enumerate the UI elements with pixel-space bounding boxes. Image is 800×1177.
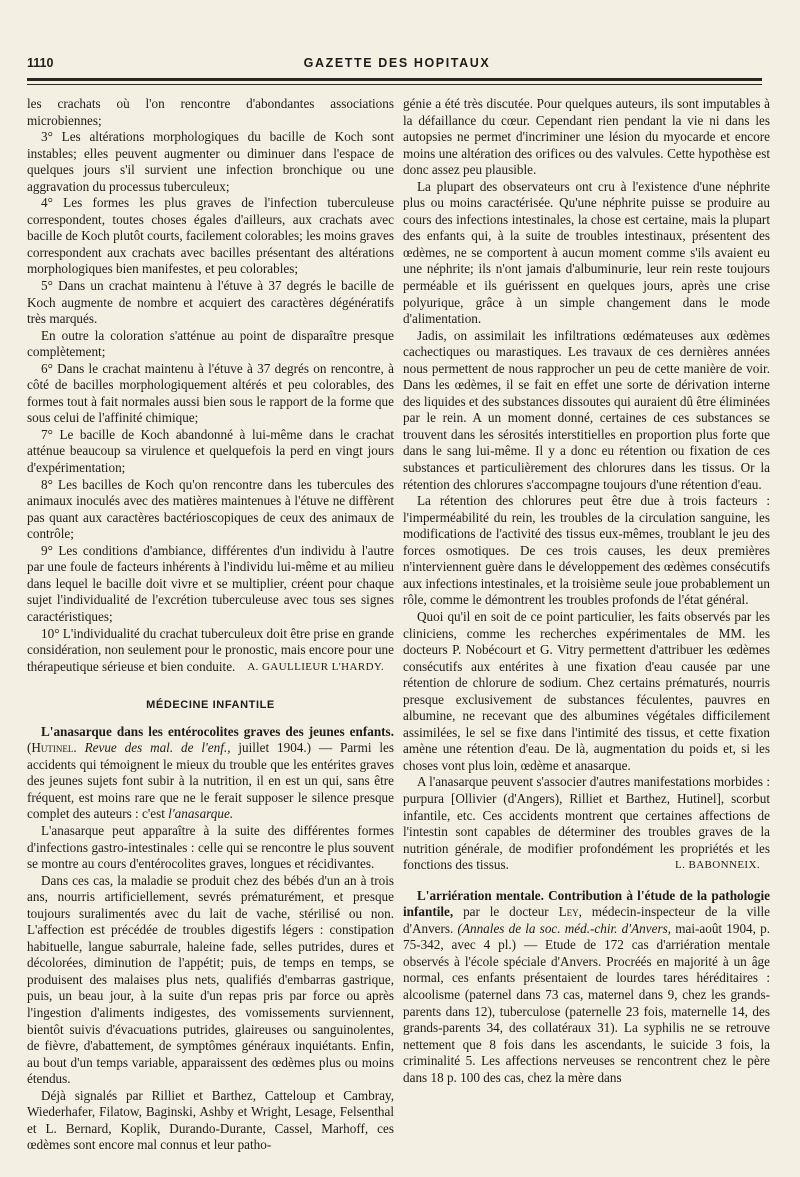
- article-paragraph: [27, 724, 394, 823]
- paragraph: L'anasarque peut apparaître à la suite des différentes formes d'infections gastro-intestinales : celle qui se rencontre le plus souvent se montre au cours d'entérocolites graves, longues et récidivantes.: [27, 823, 394, 872]
- paragraph: 3° Les altérations morphologiques du bacille de Koch sont instables; elles peuvent augmenter ou diminuer dans l'espace de quelques jours s'il survient une infection bronchique ou une aggravation du processus tuberculeux;: [27, 129, 394, 194]
- article-intro-cont: , médecin-inspecteur de la ville d'Anvers.: [403, 904, 770, 936]
- article-author: Ley: [558, 904, 579, 920]
- article-ref-date: mai-août 1904, p. 75-342, avec 4 pl.): [403, 920, 770, 953]
- header-rule-thick: [27, 78, 762, 81]
- paragraph: La rétention des chlorures peut être due à trois facteurs : l'imperméabilité du rein, les troubles de la circulation sanguine, les modifications de l'activité des tissus eux-mêmes, troublant le jeu des forces osmotiques. De ces trois causes, les deux premières n'interviennent guère dans le développement des œdèmes consécutifs aux infections intestinales, et la troisième seule joue probablement un rôle, comme le démontrent les troubles profonds de l'état général.: [403, 493, 770, 608]
- page-header: [27, 56, 767, 76]
- paragraph: Jadis, on assimilait les infiltrations œdémateuses aux œdèmes cachectiques ou marastiques. Les travaux de ces dernières années nous permettent de nous rapprocher un peu de cette manière de voir. Dans les œdèmes, il se fait en effet une sorte de dérivation interne des liquides et des substances dissoutes qui auraient dû être éliminées par le rein. A un moment donné, certaines de ces substances se trouvent dans les sérosités interstitielles en proportion plus forte que dans le sang lui-même. Il y a donc eu rétention ou fixation de ces substances et particulièrement des chlorures dans les tissus. Or la rétention des chlorures s'accompagne toujours d'une rétention d'eau.: [403, 327, 770, 492]
- paragraph: les crachats où l'on rencontre d'abondantes associations microbiennes;: [27, 96, 394, 128]
- article-text: — Parmi les accidents qui témoignent le mieux du trouble que les entérites graves des jeunes sujets font subir à la nutrition, il en est un qui, sans être fréquent, est moins rare que ne le ferait supposer le silence presque complet des auteurs : c'est: [27, 740, 394, 822]
- section-heading: MÉDECINE INFANTILE: [146, 699, 275, 712]
- article-ref-journal: Revue des mal. de l'enf.,: [84, 740, 231, 756]
- paragraph: 7° Le bacille de Koch abandonné à lui-même dans le crachat atténue beaucoup sa virulence et quelquefois la perd en vingt jours d'expérimentation;: [27, 426, 394, 476]
- article-ref-journal: (Annales de la soc. méd.-chir. d'Anvers,: [457, 920, 672, 936]
- paragraph: 9° Les conditions d'ambiance, différentes d'un individu à l'autre par une foule de facteurs inhérents à l'individu lui-même et au milieu dans lequel le bacille doit vivre et se multiplier, créent pour chaque sujet l'individualité de l'excrétion tuberculeuse avec tous ses signes caractéristiques;: [27, 542, 394, 624]
- paragraph: Dans ces cas, la maladie se produit chez des bébés d'un an à trois ans, nourris artificiellement, sevrés prématurément, et presque toujours suralimentés avec du lait de vache, stérilisé ou non. L'affection est précédée de troubles digestifs légers : constipation habituelle, langue saburrale, haleine fade, selles putrides, dures et décolorées, diminution de l'appétit; puis, de temps en temps, se produisent des malaises plus nets, qualifiés d'embarras gastrique, puis, un beau jour, à la suite d'un repas pris par force ou après l'ingestion d'aliments indigestes, des vomissements surviennent, bientôt suivis d'évacuations putrides, glaireuses ou sanguinolentes, de fièvre, d'abattement, de symptômes généraux inquiétants. Enfin, au bout d'un temps variable, apparaissent des œdèmes plus ou moins étendus.: [27, 872, 394, 1087]
- left-column: [27, 96, 394, 1156]
- paragraph: 5° Dans un crachat maintenu à l'étuve à 37 degrés le bacille de Koch augmente de nombre et acquiert des caractères dégénératifs très marqués.: [27, 278, 394, 327]
- article-text: — Etude de 172 cas d'arriération mentale observés à l'école spéciale d'Anvers. Procréés en majorité à un âge normal, ces enfants présentaient de lourdes tares héréditaires : alcoolisme (paternel dans 73 cas, maternel dans 9, chez les grands-parents dans 12), tuberculose (paternelle 23 fois, maternelle 14, des grands-parents 34, des collatéraux 31). La syphilis ne se retrouve nettement que 8 fois dans les ascendants, le suicide 3 fois, la criminalité 5. Les affections nerveuses se rencontrent chez le père dans 18 p. 100 des cas, chez la mère dans: [403, 937, 770, 1085]
- paragraph: Quoi qu'il en soit de ce point particulier, les faits observés par les cliniciens, comme les recherches expérimentales de MM. les docteurs P. Nobécourt et G. Vitry permettent d'attribuer les œdèmes consécutifs aux entérites à une fixation d'eau causée par une rétention de chlorure de sodium. Chez certains prématurés, nourris presque exclusivement de substances féculentes, pauvres en albumine, ne recevant que des albumines végétales difficilement assimilées, le sel se fixe dans l'intimité des tissus, et cette fixation amène une rétention d'eau. De là, augmentation du poids et, si les choses vont plus loin, œdème et anasarque.: [403, 608, 770, 773]
- paragraph: La plupart des observateurs ont cru à l'existence d'une néphrite plus ou moins caractérisée. Qu'une néphrite puisse se produire au cours des infections intestinales, la chose est certaine, mais la plupart des enfants qui, à la suite de troubles intestinaux, présentent des œdèmes, ne se comportent à aucun moment comme s'ils avaient eu une néphrite; ils n'ont jamais d'albuminurie, leur rein reste toujours perméable et ils guérissent en quelques jours, après une crise polyurique, grâce à un simple changement dans le mode d'alimentation.: [403, 178, 770, 327]
- article-title: L'arriération mentale. Contribution à l'étude de la pathologie infantile,: [403, 887, 770, 920]
- author-signature: L. BABONNEIX.: [675, 859, 760, 872]
- header-rule-thin: [27, 84, 762, 85]
- article-term: l'anasarque.: [168, 806, 234, 822]
- article-ref-date: juillet 1904.): [238, 740, 312, 756]
- paragraph: 6° Dans le crachat maintenu à l'étuve à 37 degrés on rencontre, à côté de bacilles morphologiquement altérés et peu colorables, des formes tout à fait normales aussi bien sous le rapport de la forme que sous celui de l'affinité chimique;: [27, 360, 394, 426]
- article-ref-author: (Hutinel.: [27, 740, 77, 756]
- paragraph: En outre la coloration s'atténue au point de disparaître presque complètement;: [27, 327, 394, 360]
- journal-title: GAZETTE DES HOPITAUX: [303, 56, 491, 70]
- paragraph: A l'anasarque peuvent s'associer d'autres manifestations morbides : purpura [Ollivier (d'Angers), Rilliet et Barthez, Hutinel], scorbut infantile, etc. Ces accidents montrent que certaines affections de l'intestin sont capables de déterminer des troubles graves de la nutrition générale, de modifier profondément les propriétés et les fonctions des tissus.: [403, 774, 770, 873]
- paragraph: génie a été très discutée. Pour quelques auteurs, ils sont imputables à la défaillance du cœur. Cependant rien pendant la vie ni dans les autopsies ne permet d'incriminer une lésion du myocarde et encore moins une altération des orifices ou des valvules. Cette hypothèse est donc assez peu plausible.: [403, 96, 770, 178]
- article-intro: par le docteur: [463, 904, 549, 920]
- paragraph: 10° L'individualité du crachat tuberculeux doit être prise en grande considération, non seulement pour le pronostic, mais encore pour une thérapeutique sérieuse et bien conduite.: [27, 625, 394, 674]
- article-spacer: [403, 874, 770, 888]
- paragraph: Déjà signalés par Rilliet et Barthez, Catteloup et Cambray, Wiederhafer, Filatow, Baginski, Ashby et Wright, Lesage, Felsenthal et L. Bernard, Koplik, Durando-Durante, Cassel, Marhoff, ces œdèmes sont encore mal connus et leur patho-: [27, 1087, 394, 1153]
- author-signature: A. GAULLIEUR L'HARDY.: [247, 660, 384, 673]
- article-paragraph: [403, 888, 770, 1087]
- paragraph: 4° Les formes les plus graves de l'infection tuberculeuse correspondent, toutes choses égales d'ailleurs, aux crachats avec bacille de Koch plutôt courts, facilement colorables; les moins graves correspondent aux crachats avec bacilles présentant des altérations morphologiques bien manifestes, et peu colorables;: [27, 195, 394, 277]
- right-column: [403, 96, 770, 1156]
- article-title: L'anasarque dans les entérocolites graves des jeunes enfants.: [41, 723, 394, 739]
- page-number: 1110: [27, 56, 54, 70]
- paragraph: 8° Les bacilles de Koch qu'on rencontre dans les tubercules des animaux inoculés avec des matières maintenues à l'étuve ne diffèrent pas quant aux caractères bactérioscopiques de ceux des animaux de contrôle;: [27, 476, 394, 542]
